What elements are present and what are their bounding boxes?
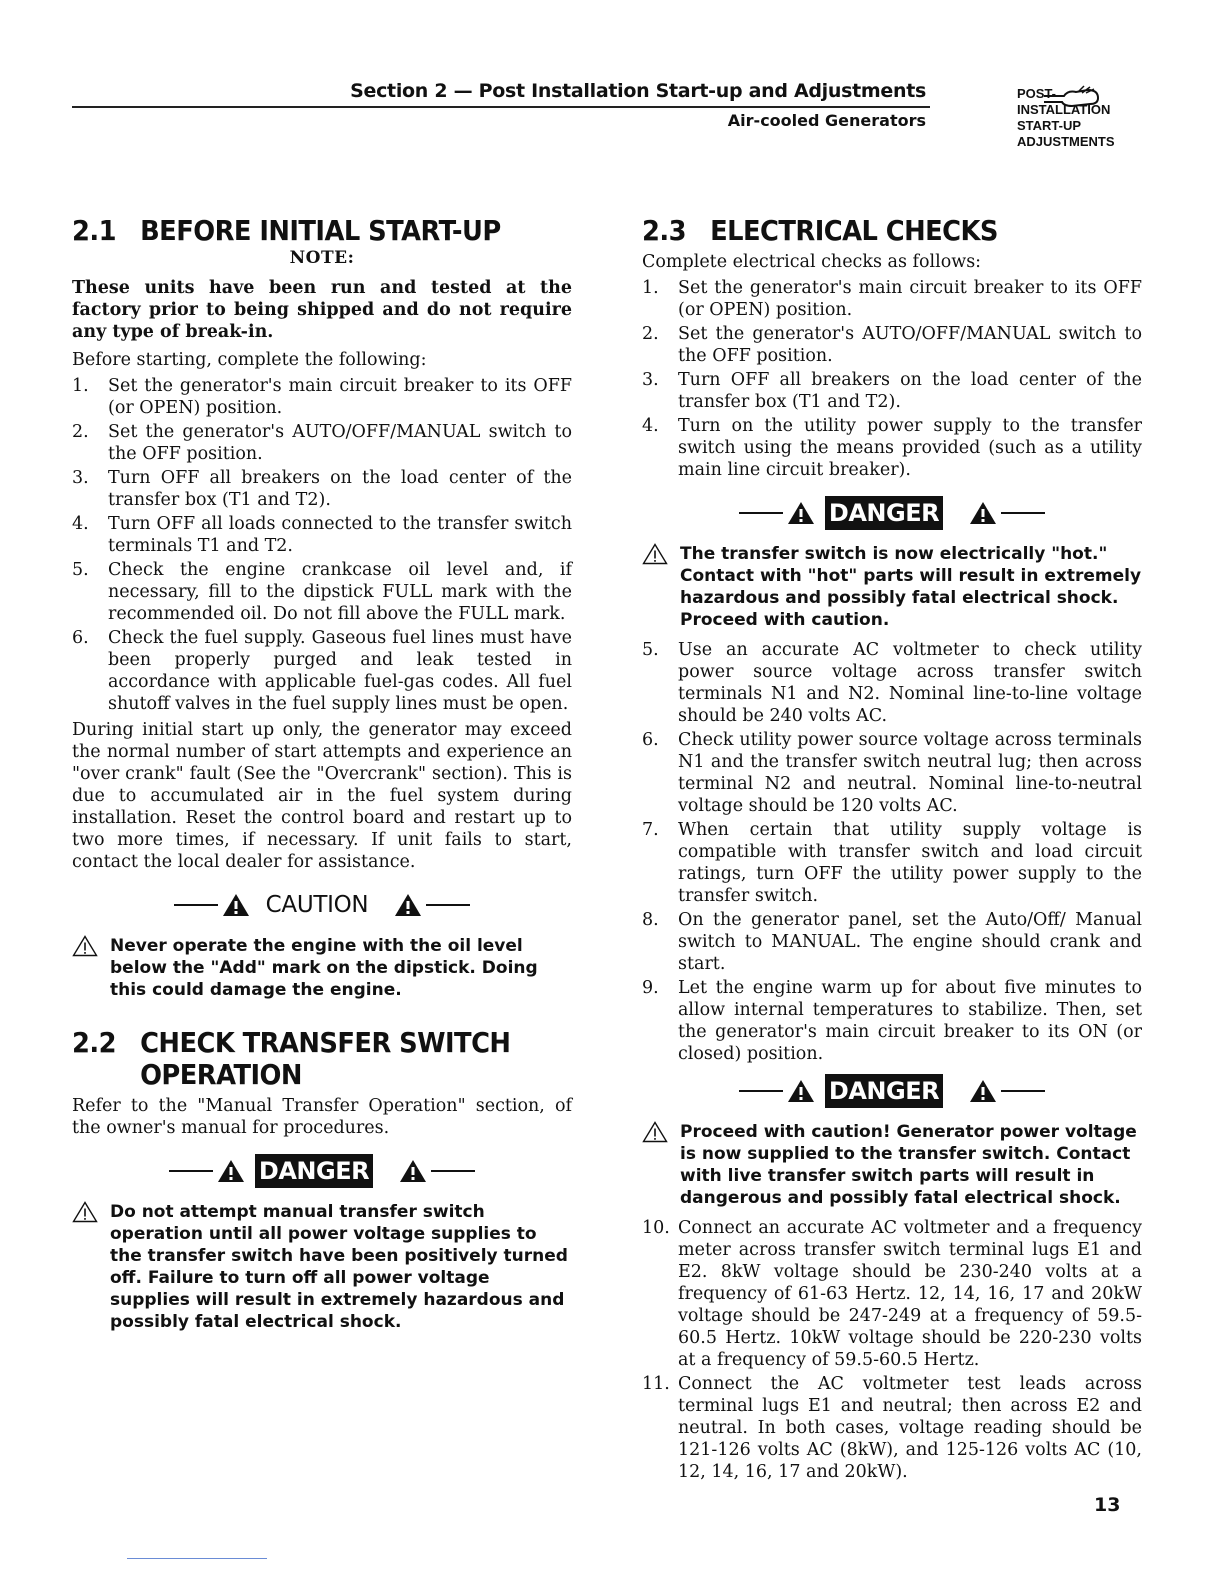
header-rule (72, 106, 930, 108)
startup-steps (72, 375, 572, 715)
footer-rule (127, 1558, 267, 1559)
heading-text: CHECK TRANSFER SWITCH (140, 1026, 511, 1059)
heading-number: 2.1 (72, 214, 116, 247)
danger-label: DANGER (825, 496, 943, 530)
caution-message (72, 935, 572, 1001)
heading-number: 2.2 (72, 1026, 116, 1059)
transfer-paragraph: Refer to the "Manual Transfer Operation" section, of the owner's manual for procedures. (72, 1096, 572, 1138)
heading-number: 2.3 (642, 214, 686, 247)
warning-triangle-icon (787, 501, 815, 525)
list-item: 1. Set the generator's main circuit breaker to its OFF (or OPEN) position. (72, 376, 572, 418)
intro-text: Complete electrical checks as follows: (642, 252, 982, 272)
tab-line: ADJUSTMENTS (1017, 134, 1115, 149)
list-item: 2. Set the generator's AUTO/OFF/MANUAL switch to the OFF position. (642, 324, 1142, 366)
danger-message (642, 1121, 1142, 1209)
heading-2-2-continued (72, 1059, 532, 1091)
heading-2-1 (72, 215, 532, 247)
overcrank-paragraph: During initial start up only, the generator may exceed the normal number of start attempts and experience an "over crank" fault (See the "Overcrank" section). This is due to accumulated air in the fuel system during installation. Reset the control board and restart up to two more times, if necessary. If unit fails to start, contact the local dealer for assistance. (72, 720, 572, 872)
danger-message (642, 543, 1142, 631)
danger-text: Do not attempt manual transfer switch operation until all power voltage supplies to the transfer switch have been positively turned off. Failure to turn off all power voltage supplies will result in extremely hazardous and possibly fatal electrical shock. (110, 1202, 568, 1332)
list-item: 3. Turn OFF all breakers on the load center of the transfer box (T1 and T2). (642, 370, 1142, 412)
heading-2-2 (72, 1027, 532, 1059)
list-item: 1. Set the generator's main circuit breaker to its OFF (or OPEN) position. (642, 278, 1142, 320)
danger-text: Proceed with caution! Generator power voltage is now supplied to the transfer switch. Contact with live transfer switch parts will result in dangerous and possibly fatal electrical shock. (680, 1122, 1137, 1208)
warning-triangle-icon (787, 1079, 815, 1103)
list-item: 3. Turn OFF all breakers on the load center of the transfer box (T1 and T2). (72, 468, 572, 510)
alert-outline-icon (642, 1121, 668, 1143)
heading-text: OPERATION (140, 1058, 302, 1091)
electrical-steps-c (642, 1217, 1142, 1483)
electrical-steps-b (642, 639, 1142, 1065)
list-item: 6. Check the fuel supply. Gaseous fuel lines must have been properly purged and leak tested in accordance with applicable fuel-gas codes. All fuel shutoff valves in the fuel supply lines must be open. (72, 628, 572, 714)
danger-label: DANGER (825, 1074, 943, 1108)
danger-message (72, 1201, 572, 1333)
caution-banner (72, 885, 572, 925)
pointing-hand-icon (1042, 84, 1102, 112)
heading-text: ELECTRICAL CHECKS (710, 214, 998, 247)
warning-triangle-icon (217, 1159, 245, 1183)
warning-triangle-icon (969, 501, 997, 525)
list-item: 5. Check the engine crankcase oil level and, if necessary, fill to the dipstick FULL mark with the recommended oil. Do not fill above the FULL mark. (72, 560, 572, 624)
danger-banner (72, 1151, 572, 1191)
caution-text: Never operate the engine with the oil level below the "Add" mark on the dipstick. Doing this could damage the engine. (110, 936, 538, 1000)
warning-triangle-icon (399, 1159, 427, 1183)
heading-text: BEFORE INITIAL START-UP (140, 214, 501, 247)
page-number: 13 (1094, 1494, 1121, 1516)
list-item: 9. Let the engine warm up for about five minutes to allow internal temperatures to stabilize. Then, set the generator's main circuit breaker to its ON (or closed) position. (642, 978, 1142, 1064)
warning-triangle-icon (969, 1079, 997, 1103)
warning-triangle-icon (394, 893, 422, 917)
alert-outline-icon (642, 543, 668, 565)
list-item: 2. Set the generator's AUTO/OFF/MANUAL switch to the OFF position. (72, 422, 572, 464)
section-header-subtitle: Air-cooled Generators (727, 111, 926, 130)
list-item: 6. Check utility power source voltage across terminals N1 and the transfer switch neutral lug; then across terminal N2 and neutral. Nominal line-to-neutral voltage should be 120 volts AC. (642, 730, 1142, 816)
tab-line: START-UP (1017, 118, 1082, 133)
heading-2-3 (642, 215, 1102, 247)
right-column (642, 215, 1142, 1485)
list-item: 7. When certain that utility supply voltage is compatible with transfer switch and load circuit ratings, turn OFF the utility power supply to the transfer switch. (642, 820, 1142, 906)
electrical-steps-a (642, 277, 1142, 481)
list-item: 5. Use an accurate AC voltmeter to check utility power source voltage across transfer switch terminals N1 and N2. Nominal line-to-line voltage should be 240 volts AC. (642, 640, 1142, 726)
alert-outline-icon (72, 935, 98, 957)
danger-banner (642, 1071, 1142, 1111)
warning-triangle-icon (222, 893, 250, 917)
note-text: These units have been run and tested at the factory prior to being shipped and do not require any type of break-in. (72, 278, 572, 342)
tab-line: POST- (1017, 86, 1057, 101)
left-column (72, 215, 572, 1341)
intro-text: Before starting, complete the following: (72, 350, 427, 370)
list-item: 4. Turn OFF all loads connected to the transfer switch terminals T1 and T2. (72, 514, 572, 556)
danger-text: The transfer switch is now electrically "hot." Contact with "hot" parts will result in extremely hazardous and possibly fatal electrical shock. Proceed with caution. (680, 544, 1142, 630)
caution-label: CAUTION (265, 892, 369, 918)
note-label: NOTE: (289, 248, 355, 268)
list-item: 8. On the generator panel, set the Auto/Off/ Manual switch to MANUAL. The engine should crank and start. (642, 910, 1142, 974)
alert-outline-icon (72, 1201, 98, 1223)
section-header-title: Section 2 — Post Installation Start-up and Adjustments (350, 80, 926, 102)
danger-label: DANGER (255, 1154, 373, 1188)
tab-line: INSTALLATION (1017, 102, 1111, 117)
list-item: 10. Connect an accurate AC voltmeter and a frequency meter across transfer switch terminal lugs E1 and E2. 8kW voltage should be 230-240 volts at a frequency of 61-63 Hertz. 12, 14, 16, 17 and 20kW voltage should be 247-249 at a frequency of 59.5-60.5 Hertz. 10kW voltage should be 220-230 volts at a frequency of 59.5-60.5 Hertz. (642, 1218, 1142, 1370)
list-item: 4. Turn on the utility power supply to the transfer switch using the means provided (such as a utility main line circuit breaker). (642, 416, 1142, 480)
list-item: 11. Connect the AC voltmeter test leads across terminal lugs E1 and neutral; then across E2 and neutral. In both cases, voltage reading should be 121-126 volts AC (8kW), and 125-126 volts AC (10, 12, 14, 16, 17 and 20kW). (642, 1374, 1142, 1482)
danger-banner (642, 493, 1142, 533)
